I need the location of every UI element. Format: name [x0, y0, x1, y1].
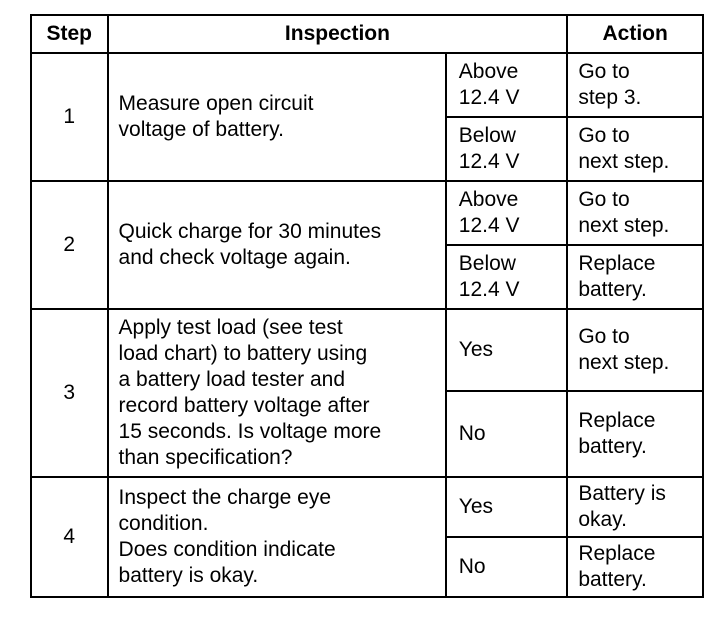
condition-cell — [446, 309, 568, 391]
action-label: Go to next step. — [578, 325, 670, 374]
inspection-text — [108, 53, 446, 181]
header-row — [31, 15, 703, 53]
step-number: 1 — [31, 53, 108, 181]
condition-cell — [446, 53, 568, 117]
action-cell — [567, 117, 703, 181]
action-cell — [567, 391, 703, 477]
step-number: 4 — [31, 477, 108, 597]
action-label: Go to step 3. — [578, 60, 642, 109]
condition-cell — [446, 245, 568, 309]
step-number: 3 — [31, 309, 108, 477]
action-cell — [567, 477, 703, 537]
action-label: Go to next step. — [578, 124, 670, 173]
header-action: Action — [567, 15, 703, 53]
condition-cell — [446, 477, 568, 537]
condition-cell — [446, 537, 568, 597]
condition-label: Yes — [458, 338, 494, 361]
condition-label: Below 12.4 V — [458, 252, 520, 301]
header-step: Step — [31, 15, 108, 53]
condition-label: No — [458, 555, 486, 578]
inspection-label: Quick charge for 30 minutes and check voltage again. — [118, 220, 382, 269]
condition-cell — [446, 181, 568, 245]
action-cell — [567, 245, 703, 309]
condition-label: Below 12.4 V — [458, 124, 520, 173]
table-row — [31, 181, 703, 245]
inspection-label: Inspect the charge eye condition. Does condition indicate battery is okay. — [118, 486, 336, 587]
inspection-text — [108, 309, 446, 477]
action-label: Replace battery. — [578, 252, 656, 301]
action-label: Battery is okay. — [578, 482, 666, 531]
action-cell — [567, 53, 703, 117]
inspection-text — [108, 477, 446, 597]
header-inspection: Inspection — [108, 15, 568, 53]
table-row — [31, 477, 703, 537]
condition-cell — [446, 391, 568, 477]
inspection-text — [108, 181, 446, 309]
condition-label: Above 12.4 V — [458, 188, 520, 237]
condition-label: No — [458, 422, 486, 445]
battery-inspection-table — [30, 14, 704, 598]
action-label: Go to next step. — [578, 188, 670, 237]
table-row — [31, 309, 703, 391]
condition-label: Yes — [458, 495, 494, 518]
inspection-label: Apply test load (see test load chart) to battery using a battery load tester and record battery voltage after 15 seconds. Is voltage more than specification? — [118, 316, 382, 469]
action-cell — [567, 309, 703, 391]
inspection-label: Measure open circuit voltage of battery. — [118, 92, 314, 141]
action-cell — [567, 181, 703, 245]
table-row — [31, 53, 703, 117]
condition-label: Above 12.4 V — [458, 60, 520, 109]
condition-cell — [446, 117, 568, 181]
action-cell — [567, 537, 703, 597]
step-number: 2 — [31, 181, 108, 309]
action-label: Replace battery. — [578, 542, 656, 591]
action-label: Replace battery. — [578, 409, 656, 458]
